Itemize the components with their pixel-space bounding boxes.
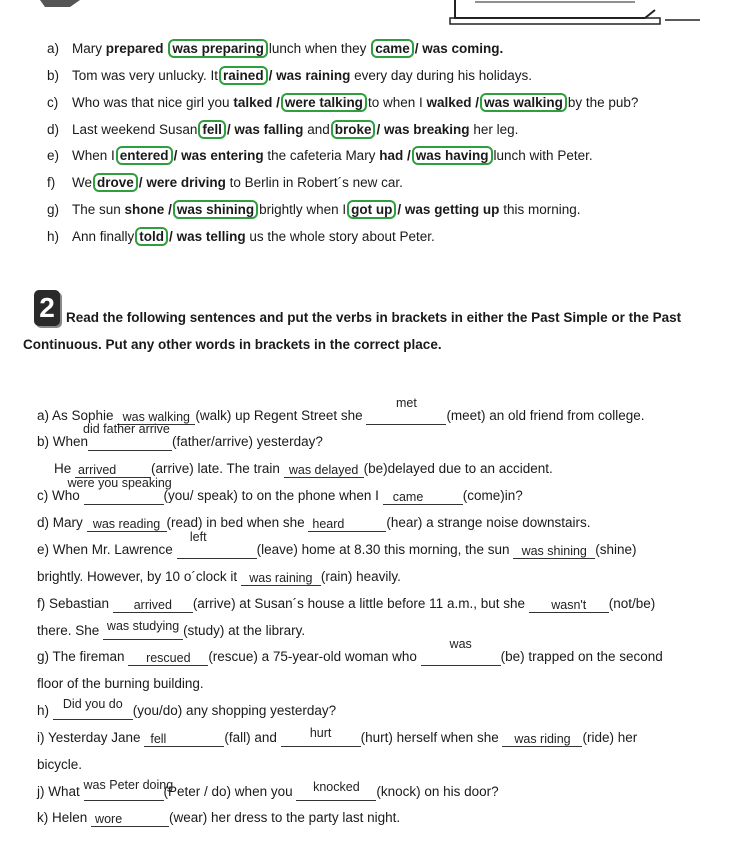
ex2-item-g (37, 637, 663, 666)
handwritten-answer: hurt (309, 726, 332, 740)
slash: / (226, 122, 231, 137)
handwritten-answer: was shining (521, 544, 587, 558)
text: (leave) home at 8.30 this morning, the sun (256, 542, 510, 557)
handwritten-answer: was reading (92, 517, 161, 531)
text: lunch with Peter. (493, 148, 593, 163)
answer-blank (83, 422, 172, 451)
text: i) Yesterday Jane (37, 730, 141, 745)
text: (you/ speak) to on the phone when I (163, 488, 379, 503)
option: was falling (234, 122, 304, 137)
top-left-decoration (40, 0, 90, 10)
text: (be) trapped on the second (500, 649, 663, 664)
ex1-item-f (47, 174, 403, 192)
text: We (72, 175, 93, 190)
option: prepared (105, 41, 164, 56)
item-label: c) (47, 95, 59, 110)
handwritten-answer: came (392, 490, 424, 504)
ex1-item-g (47, 201, 580, 219)
circled-answer: came (371, 39, 414, 58)
text: (ride) her (582, 730, 638, 745)
text: He (54, 461, 72, 476)
option: had (379, 148, 404, 163)
text: Mary (72, 41, 102, 56)
answer-blank (284, 461, 364, 478)
ex2-item-i-cont: bicycle. (37, 757, 83, 772)
handwritten-answer: was delayed (288, 463, 359, 477)
circled-answer: was walking (480, 93, 567, 112)
option: was telling (176, 229, 246, 244)
text: j) What (37, 784, 80, 799)
text: (wear) her dress to the party last night. (169, 810, 401, 825)
answer-blank (502, 730, 582, 747)
ex1-item-h (47, 228, 435, 246)
option: was raining (276, 68, 351, 83)
text: (arrive) at Susan´s house a little before 11 a.m., but she (192, 596, 525, 611)
ex1-item-e (47, 147, 593, 165)
text: her leg. (473, 122, 519, 137)
item-label: b) (47, 68, 60, 83)
item-label: d) (47, 122, 60, 137)
ex2-item-j (37, 778, 499, 801)
slash: / (276, 95, 280, 110)
text: c) Who (37, 488, 80, 503)
text: lunch when they (268, 41, 367, 56)
handwritten-answer: was walking (122, 410, 191, 424)
handwritten-answer: Did you do (62, 697, 123, 711)
item-label: e) (47, 148, 60, 163)
handwritten-answer: was Peter doing (83, 778, 174, 792)
text: there. She (37, 623, 100, 638)
ex2-item-d (37, 514, 591, 532)
handwritten-answer: met (396, 396, 417, 410)
circled-answer: fell (198, 120, 226, 139)
circled-answer: broke (331, 120, 376, 139)
answer-blank (144, 730, 224, 747)
answer-blank (241, 569, 321, 586)
text: (you/do) any shopping yesterday? (132, 703, 337, 718)
text: g) The fireman (37, 649, 125, 664)
answer-blank (113, 596, 193, 613)
handwritten-answer: wore (95, 812, 123, 826)
answer-blank (91, 810, 169, 827)
answer-blank (281, 726, 361, 747)
answer-blank (296, 780, 376, 801)
slash: / (475, 95, 480, 110)
slash: / (397, 202, 402, 217)
option: was getting up (404, 202, 500, 217)
text: Ann finally (72, 229, 135, 244)
text: (study) at the library. (183, 623, 306, 638)
handwritten-answer: left (189, 530, 207, 544)
ex2-item-c (37, 476, 523, 505)
text: to when I (367, 95, 423, 110)
answer-blank (177, 530, 257, 559)
option: talked (233, 95, 273, 110)
handwritten-answer: arrived (133, 598, 172, 612)
ex2-item-e-cont (37, 568, 401, 586)
answer-blank (513, 542, 595, 559)
text: (knock) on his door? (376, 784, 499, 799)
option: were driving (146, 175, 226, 190)
item-label: g) (47, 202, 60, 217)
ex1-item-b (47, 67, 532, 85)
slash: / (406, 148, 411, 163)
item-label: a) (47, 41, 60, 56)
ex2-item-k (37, 809, 400, 827)
text: (rescue) a 75-year-old woman who (208, 649, 417, 664)
ex2-item-i (37, 726, 638, 747)
text: b) When (37, 434, 89, 449)
slash: / (414, 41, 419, 56)
option: shone (124, 202, 165, 217)
text: (rain) heavily. (320, 569, 401, 584)
slash: / (169, 229, 173, 244)
ex1-item-d (47, 121, 518, 139)
answer-blank (383, 488, 463, 505)
handwritten-answer: did father arrive (83, 422, 170, 436)
circled-answer: was having (412, 146, 493, 165)
answer-blank (308, 515, 386, 532)
circled-answer: was preparing (168, 39, 268, 58)
handwritten-answer: knocked (313, 780, 360, 794)
answer-blank (103, 619, 183, 640)
ex2-item-e (37, 530, 637, 559)
text: (father/arrive) yesterday? (172, 434, 323, 449)
handwritten-answer: arrived (78, 463, 117, 477)
handwritten-answer: fell (150, 732, 167, 746)
text: (not/be) (608, 596, 656, 611)
circled-answer: was shining (173, 200, 258, 219)
handwritten-answer: was studying (106, 619, 180, 633)
text: (meet) an old friend from college. (446, 408, 645, 423)
instructions-line-2: Continuous. Put any other words in brackets in the correct place. (23, 337, 442, 352)
text: a) As Sophie (37, 408, 114, 423)
answer-blank (128, 649, 208, 666)
answer-blank (53, 697, 133, 720)
text: brightly when I (259, 202, 347, 217)
ex1-item-a (47, 40, 503, 58)
handwritten-answer: rescued (146, 651, 191, 665)
circled-answer: got up (347, 200, 396, 219)
text: to Berlin in Robert´s new car. (229, 175, 403, 190)
ex2-item-f (37, 595, 655, 613)
text: every day during his holidays. (354, 68, 532, 83)
slash: / (376, 122, 381, 137)
answer-blank (366, 396, 446, 425)
text: (Peter / do) when you (163, 784, 293, 799)
item-label: h) (47, 229, 60, 244)
text: (come)in? (462, 488, 523, 503)
text: Last weekend Susan (72, 122, 198, 137)
text: (be)delayed due to an accident. (363, 461, 553, 476)
text: (shine) (595, 542, 637, 557)
text: (fall) and (224, 730, 277, 745)
text: Who was that nice girl you (72, 95, 230, 110)
exercise-number-badge (34, 290, 60, 326)
text: the cafeteria Mary (267, 148, 376, 163)
text: brightly. However, by 10 o´clock it (37, 569, 238, 584)
circled-answer: drove (93, 173, 138, 192)
ex2-item-f-cont (37, 619, 306, 640)
ex2-item-h (37, 697, 337, 720)
text: e) When Mr. Lawrence (37, 542, 173, 557)
circled-answer: told (135, 227, 168, 246)
text: this morning. (503, 202, 581, 217)
answer-blank (83, 778, 174, 801)
text: (walk) up Regent Street she (195, 408, 363, 423)
answer-blank (67, 476, 172, 505)
slash: / (138, 175, 143, 190)
text: us the whole story about Peter. (249, 229, 435, 244)
handwritten-answer: heard (312, 517, 345, 531)
text: by the pub? (567, 95, 639, 110)
slash: / (168, 202, 172, 217)
option: was entering (181, 148, 264, 163)
slash: / (268, 68, 273, 83)
circled-answer: rained (219, 66, 268, 85)
circled-answer: entered (116, 146, 173, 165)
text: (hurt) herself when she (360, 730, 499, 745)
option: was breaking (384, 122, 470, 137)
option: was coming. (422, 41, 504, 56)
handwritten-answer: was (449, 637, 472, 651)
handwritten-answer: was riding (514, 732, 571, 746)
text: k) Helen (37, 810, 88, 825)
text: (read) in bed when she (166, 515, 305, 530)
slash: / (173, 148, 178, 163)
text: Tom was very unlucky. It (72, 68, 219, 83)
text: When I (72, 148, 115, 163)
text: The sun (72, 202, 121, 217)
ex2-item-g-cont: floor of the burning building. (37, 676, 204, 691)
top-right-illustration (445, 0, 705, 28)
circled-answer: were talking (281, 93, 367, 112)
text: h) (37, 703, 50, 718)
exercise-number: 2 (39, 292, 55, 323)
text: d) Mary (37, 515, 83, 530)
handwritten-answer: was raining (249, 571, 313, 585)
text: (arrive) late. The train (151, 461, 280, 476)
option: walked (426, 95, 472, 110)
handwritten-answer: wasn't (551, 598, 587, 612)
ex1-item-c (47, 94, 638, 112)
answer-blank (421, 637, 501, 666)
text: and (307, 122, 330, 137)
item-label: f) (47, 175, 56, 190)
handwritten-answer: were you speaking (67, 476, 172, 490)
text: f) Sebastian (37, 596, 110, 611)
answer-blank (87, 515, 167, 532)
ex2-item-b (37, 422, 323, 451)
answer-blank (529, 596, 609, 613)
instructions-line-1: Read the following sentences and put the verbs in brackets in either the Past Simple or the Past (66, 310, 682, 325)
text: (hear) a strange noise downstairs. (386, 515, 591, 530)
